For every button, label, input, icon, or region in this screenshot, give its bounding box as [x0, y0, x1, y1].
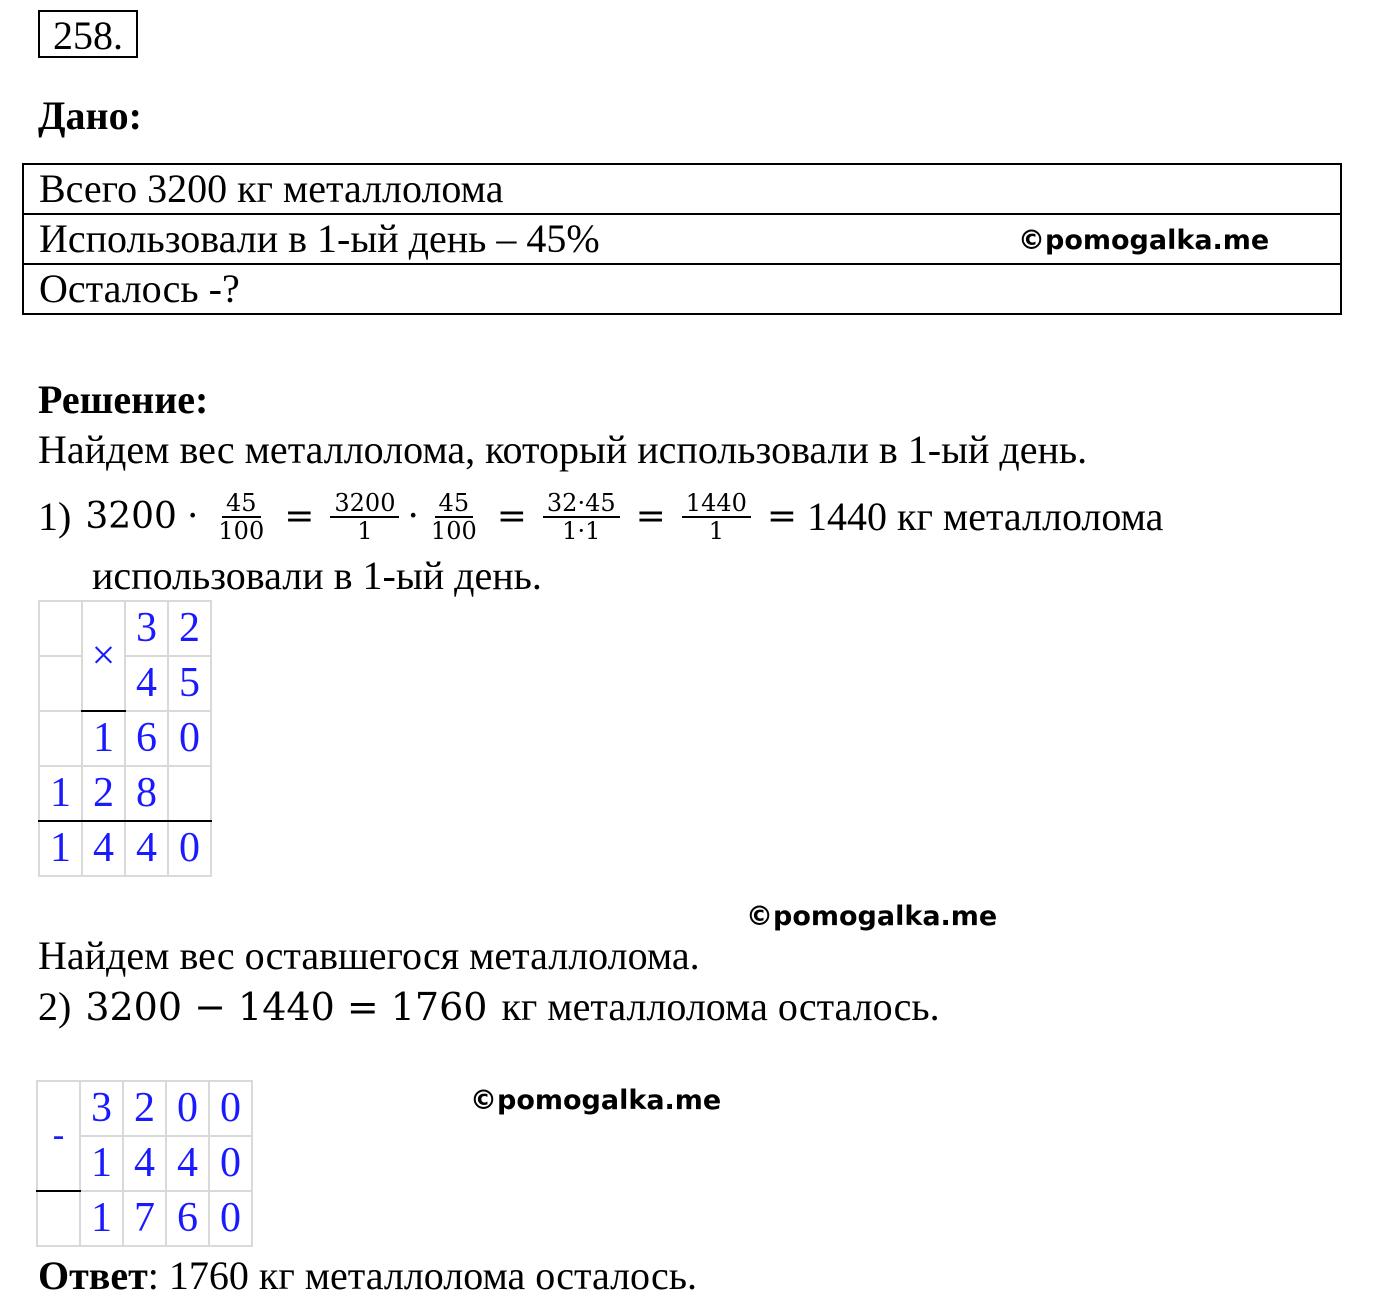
grid-cell: 0	[168, 821, 211, 876]
fraction-denominator: 100	[430, 517, 477, 545]
fraction	[427, 490, 481, 544]
grid-cell: 3	[80, 1081, 123, 1136]
grid-cell: 2	[82, 766, 125, 821]
multiply-sign: ×	[82, 601, 125, 711]
grid-row	[39, 766, 211, 821]
grid-row	[37, 1191, 252, 1246]
grid-cell: 3	[125, 601, 168, 656]
grid-cell: 7	[123, 1191, 166, 1246]
grid-cell: 4	[123, 1136, 166, 1191]
grid-cell: 0	[166, 1081, 209, 1136]
fraction-numerator: 3200	[330, 490, 399, 518]
fraction-numerator: 45	[435, 490, 474, 518]
step1-continuation: использовали в 1-ый день.	[92, 553, 542, 598]
grid-cell: 1	[82, 711, 125, 766]
grid-row	[39, 601, 211, 656]
equals-sign: =	[496, 496, 527, 537]
grid-row	[39, 711, 211, 766]
fraction-numerator: 1440	[682, 490, 751, 518]
grid-row	[37, 1081, 252, 1136]
dot-operator: ·	[407, 496, 419, 537]
grid-cell	[39, 601, 82, 656]
grid-cell	[39, 711, 82, 766]
grid-cell	[37, 1191, 80, 1246]
fraction-denominator: 100	[218, 517, 265, 545]
grid-cell: 1	[39, 821, 82, 876]
minus-sign: -	[37, 1081, 80, 1191]
grid-cell: 1	[80, 1136, 123, 1191]
given-row	[23, 164, 1341, 214]
grid-cell: 6	[166, 1191, 209, 1246]
fraction	[214, 490, 268, 544]
grid-cell: 0	[209, 1081, 252, 1136]
watermark: ©pomogalka.me	[746, 901, 998, 932]
watermark: ©pomogalka.me	[1018, 225, 1270, 256]
subtraction-grid	[36, 1080, 253, 1247]
grid-cell	[39, 656, 82, 711]
step2-expression: 3200 − 1440 = 1760	[85, 985, 488, 1029]
grid-cell: 1	[80, 1191, 123, 1246]
problem-number: 258.	[38, 10, 138, 58]
fraction-denominator: 1·1	[562, 517, 601, 545]
grid-row	[39, 656, 211, 711]
step1-label: 1)	[38, 494, 72, 539]
grid-row	[39, 821, 211, 876]
fraction	[330, 490, 399, 544]
given-row	[23, 264, 1341, 314]
fraction-numerator: 45	[222, 490, 261, 518]
fraction	[543, 490, 620, 544]
answer-line	[38, 1252, 697, 1300]
grid-cell: 4	[125, 821, 168, 876]
step2-label: 2)	[38, 984, 72, 1029]
step1-base: 3200	[85, 496, 177, 537]
multiplication-grid	[38, 600, 212, 877]
solution-heading: Решение:	[38, 377, 209, 422]
equals-sign: =	[766, 496, 798, 537]
grid-cell: 2	[168, 601, 211, 656]
step1-intro: Найдем вес металлолома, который использовали в 1-ый день.	[38, 427, 1088, 472]
step2-intro: Найдем вес оставшегося металлолома.	[38, 933, 700, 978]
step1-equation	[38, 482, 1163, 552]
grid-cell: 0	[209, 1191, 252, 1246]
grid-cell: 1	[39, 766, 82, 821]
grid-cell: 4	[166, 1136, 209, 1191]
equals-sign: =	[284, 496, 315, 537]
dot-operator: ·	[186, 496, 199, 537]
grid-cell	[168, 766, 211, 821]
grid-cell: 0	[209, 1136, 252, 1191]
fraction-numerator: 32·45	[543, 490, 620, 518]
grid-cell: 4	[82, 821, 125, 876]
fraction	[682, 490, 751, 544]
answer-text: : 1760 кг металлолома осталось.	[147, 1253, 698, 1298]
step2-result: кг металлолома осталось.	[501, 984, 940, 1029]
grid-cell: 8	[125, 766, 168, 821]
fraction-denominator: 1	[708, 517, 724, 545]
watermark: ©pomogalka.me	[470, 1085, 722, 1116]
step1-result: 1440 кг металлолома	[807, 494, 1164, 539]
given-total: Всего 3200 кг металлолома	[23, 164, 1341, 214]
grid-cell: 2	[123, 1081, 166, 1136]
given-remaining: Осталось -?	[23, 264, 1341, 314]
grid-cell: 5	[168, 656, 211, 711]
grid-cell: 6	[125, 711, 168, 766]
given-used: Использовали в 1-ый день – 45%	[23, 214, 1341, 264]
grid-cell: 0	[168, 711, 211, 766]
grid-cell: 4	[125, 656, 168, 711]
step2-equation	[38, 982, 940, 1032]
answer-label: Ответ	[38, 1253, 148, 1298]
equals-sign: =	[635, 496, 666, 537]
given-heading: Дано:	[38, 93, 142, 138]
fraction-denominator: 1	[357, 517, 373, 545]
